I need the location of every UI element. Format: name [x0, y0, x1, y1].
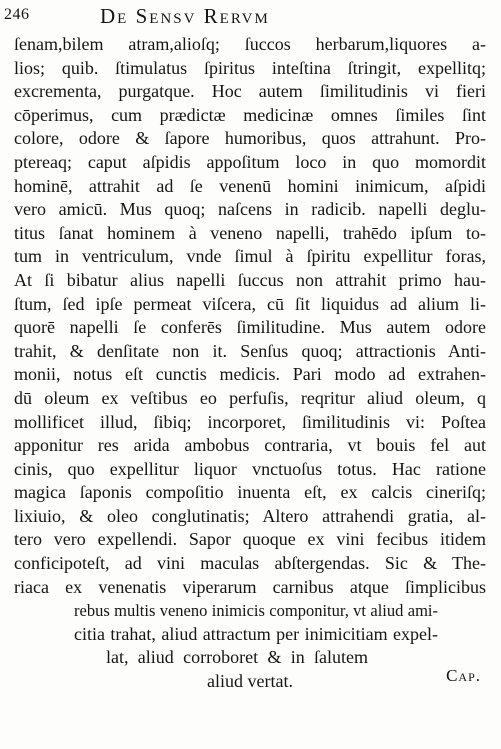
page-number: 246: [4, 6, 30, 23]
text-line: colore, odore & ſapore humoribus, quos attrahunt. Pro-: [14, 128, 486, 149]
text-line: apponitur res arida ambobus contraria, vt bouis fel aut: [14, 435, 486, 456]
text-line: aliud vertat.: [207, 671, 293, 692]
text-line: lios; quib. ſtimulatus ſpiritus inteſtina ſtringit, expellitq;: [14, 57, 486, 78]
text-line: At ſi bibatur alius napelli ſuccus non attrahit primo hau-: [14, 269, 486, 290]
text-line: titus ſanat hominem à veneno napelli, trahēdo ipſum to-: [14, 222, 486, 243]
text-line: ptereaq; caput aſpidis appoſitum loco in quo momordit: [14, 151, 486, 172]
text-line: conficipoteſt, ad vini maculas abſtergendas. Sic & The-: [14, 553, 486, 574]
text-line: monii, notus eſt cunctis medicis. Pari modo ad extrahen-: [14, 364, 486, 385]
text-line: tum in ventriculum, vnde ſimul à ſpiritu expellitur foras,: [14, 246, 486, 267]
text-line: magica ſaponis compoſitio inuenta eſt, ex calcis cineriſq;: [14, 482, 486, 503]
text-line: lat, aliud corroboret & in ſalutem: [106, 647, 368, 668]
text-line: rebus multis veneno inimicis componitur, vt aliud ami-: [74, 601, 438, 621]
text-line: vero amicū. Mus quoq; naſcens in radicib. napelli deglu-: [14, 199, 486, 220]
body-text: [14, 33, 486, 694]
text-line: cinis, quo expellitur liquor vnctuoſus totus. Hac ratione: [14, 458, 486, 479]
text-line: citia trahat, aliud attractum per inimicitiam expel-: [74, 623, 438, 644]
text-line: excrementa, purgatque. Hoc autem ſimilitudinis vi fieri: [14, 81, 486, 102]
text-line: riaca ex venenatis viperarum carnibus atque ſimplicibus: [14, 576, 486, 597]
text-line: quorē napelli ſe conferēs ſimilitudine. Mus autem odore: [14, 317, 486, 338]
text-line: ſtum, ſed ipſe permeat viſcera, cū ſit liquidus ad alium li-: [14, 293, 486, 314]
text-line: trahit, & denſitate non it. Senſus quoq; attractionis Anti-: [14, 340, 486, 361]
text-line: cōperimus, cum prædictæ medicinæ omnes ſimiles ſint: [14, 104, 486, 125]
text-line: hominē, attrahit ad ſe venenū homini inimicum, aſpidi: [14, 175, 486, 196]
running-head: De Sensv Rervm: [100, 4, 270, 28]
text-line: dū oleum ex veſtibus eo perfuſis, reqritur aliud oleum, q: [14, 387, 486, 408]
catchword: Cap.: [446, 666, 481, 685]
text-line: tero vero expellendi. Sapor quoque ex vini fecibus itidem: [14, 529, 486, 550]
text-line: lixiuio, & oleo conglutinatis; Altero attrahendi gratia, al-: [14, 505, 486, 526]
text-line: ſenam,bilem atram,alioſq; ſuccos herbarum,liquores a-: [14, 34, 486, 54]
text-line: mollificet illud, ſibiq; incorporet, ſimilitudinis vi: Poſtea: [14, 411, 486, 432]
